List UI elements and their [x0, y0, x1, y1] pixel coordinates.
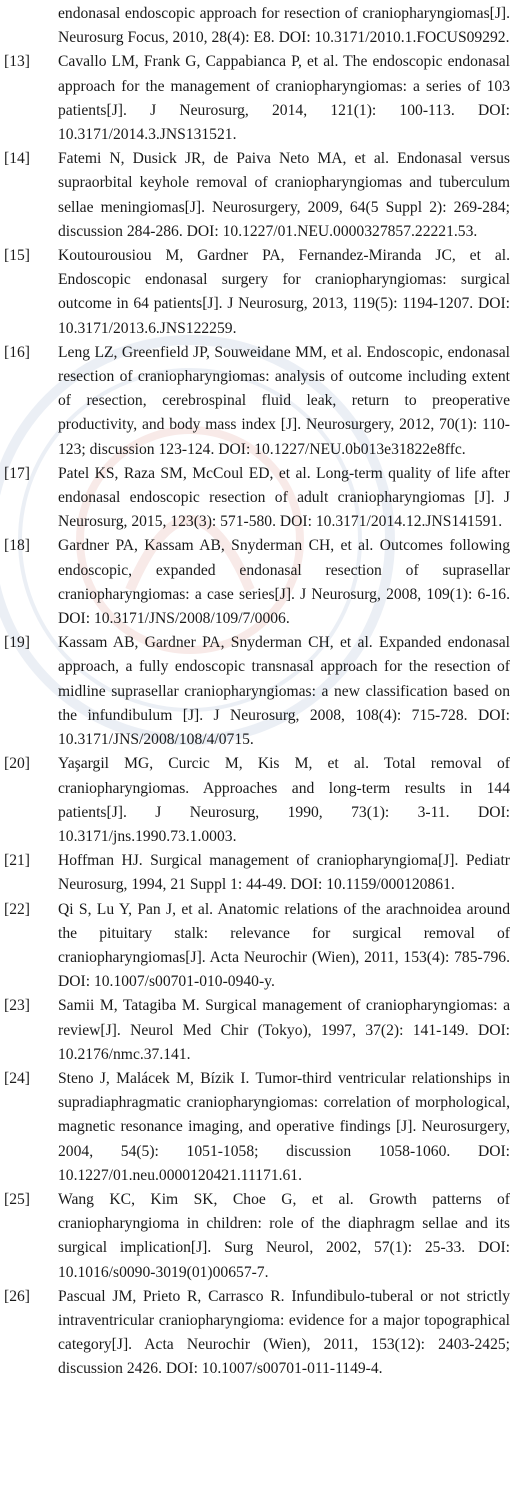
- reference-entry: [4, 898, 510, 995]
- reference-entry: [4, 994, 510, 1067]
- reference-entry: [4, 849, 510, 897]
- reference-number: [15]: [4, 247, 30, 265]
- reference-number: [14]: [4, 150, 30, 168]
- reference-text: Fatemi N, Dusick JR, de Paiva Neto MA, et al. Endonasal versus supraorbital keyhole removal of craniopharyngiomas and tuberculum sellae meningiomas[J]. Neurosurgery, 2009, 64(5 Suppl 2): 269-284; discussion 284-286. DOI: 10.1227/01.NEU.0000327857.22221.53.: [58, 150, 510, 240]
- reference-entry: [4, 1067, 510, 1188]
- reference-entry: [4, 341, 510, 462]
- reference-number: [25]: [4, 1190, 30, 1208]
- reference-number: [22]: [4, 900, 30, 918]
- reference-text: Hoffman HJ. Surgical management of craniopharyngioma[J]. Pediatr Neurosurg, 1994, 21 Suppl 1: 44-49. DOI: 10.1159/000120861.: [58, 852, 510, 894]
- reference-entry: [4, 50, 510, 147]
- reference-text: Patel KS, Raza SM, McCoul ED, et al. Long-term quality of life after endonasal endoscopic resection of adult craniopharyngiomas [J]. J Neurosurg, 2015, 123(3): 571-580. DOI: 10.3171/2014.12.JNS141591.: [58, 464, 510, 531]
- reference-text: Wang KC, Kim SK, Choe G, et al. Growth patterns of craniopharyngioma in children: role of the diaphragm sellae and its surgical implication[J]. Surg Neurol, 2002, 57(1): 25-33. DOI: 10.1016/s0090-3019(01)00657-7.: [58, 1190, 510, 1281]
- reference-entry: [4, 244, 510, 341]
- reference-entry: [4, 147, 510, 244]
- reference-number: [16]: [4, 343, 30, 361]
- reference-entry: [4, 752, 510, 849]
- reference-entry: [4, 1285, 510, 1382]
- reference-text: Yaşargil MG, Curcic M, Kis M, et al. Total removal of craniopharyngiomas. Approaches and long-term results in 144 patients[J]. J Neurosurg, 1990, 73(1): 3-11. DOI: 10.3171/jns.1990.73.1.0003.: [58, 755, 510, 845]
- reference-text: Steno J, Malácek M, Bízik I. Tumor-third ventricular relationships in supradiaphragmatic craniopharyngiomas: correlation of morphological, magnetic resonance imaging, and operative findings [J]. Neurosurgery, 2004, 54(5): 1051-1058; discussion 1058-1060. DOI: 10.1227/01.neu.0000120421.11171.61.: [58, 1069, 510, 1184]
- reference-text: Leng LZ, Greenfield JP, Souweidane MM, et al. Endoscopic, endonasal resection of craniopharyngiomas: analysis of outcome including extent of resection, cerebrospinal fluid leak, return to preoperative productivity, and body mass index [J]. Neurosurgery, 2012, 70(1): 110-123; discussion 123-124. DOI: 10.1227/NEU.0b013e31822e8ffc.: [58, 343, 510, 458]
- reference-text: Koutourousiou M, Gardner PA, Fernandez-Miranda JC, et al. Endoscopic endonasal surgery for craniopharyngiomas: surgical outcome in 64 patients[J]. J Neurosurg, 2013, 119(5): 1194-1207. DOI: 10.3171/2013.6.JNS122259.: [58, 247, 510, 337]
- reference-entry: [4, 1188, 510, 1285]
- reference-number: [19]: [4, 634, 30, 652]
- reference-number: [20]: [4, 755, 30, 773]
- reference-text: Samii M, Tatagiba M. Surgical management of craniopharyngiomas: a review[J]. Neurol Med Chir (Tokyo), 1997, 37(2): 141-149. DOI: 10.2176/nmc.37.141.: [58, 997, 510, 1063]
- reference-entry: [4, 534, 510, 631]
- reference-list: [0, 50, 516, 1381]
- reference-number: [21]: [4, 852, 30, 870]
- reference-text: Cavallo LM, Frank G, Cappabianca P, et al. The endoscopic endonasal approach for the management of craniopharyngiomas: a series of 103 patients[J]. J Neurosurg, 2014, 121(1): 100-113. DOI: 10.3171/2014.3.JNS131521.: [58, 53, 510, 144]
- reference-continuation: endonasal endoscopic approach for resection of craniopharyngiomas[J]. Neurosurg Focus, 2010, 28(4): E8. DOI: 10.3171/2010.1.FOCUS09292.: [58, 5, 510, 47]
- reference-entry: [4, 462, 510, 535]
- reference-text: Pascual JM, Prieto R, Carrasco R. Infundibulo-tuberal or not strictly intraventricular craniopharyngioma: evidence for a major topographical category[J]. Acta Neurochir (Wien), 2011, 153(12): 2403-2425; discussion 2426. DOI: 10.1007/s00701-011-1149-4.: [58, 1287, 510, 1378]
- reference-number: [18]: [4, 537, 30, 555]
- reference-number: [17]: [4, 464, 30, 482]
- reference-text: Kassam AB, Gardner PA, Snyderman CH, et al. Expanded endonasal approach, a fully endoscopic transnasal approach for the resection of midline suprasellar craniopharyngiomas: a new classification based on the infundibulum [J]. J Neurosurg, 2008, 108(4): 715-728. DOI: 10.3171/JNS/2008/108/4/0715.: [58, 634, 510, 749]
- reference-text: Qi S, Lu Y, Pan J, et al. Anatomic relations of the arachnoidea around the pituitary stalk: relevance for surgical removal of craniopharyngiomas[J]. Acta Neurochir (Wien), 2011, 153(4): 785-796. DOI: 10.1007/s00701-010-0940-y.: [58, 900, 510, 991]
- reference-text: Gardner PA, Kassam AB, Snyderman CH, et al. Outcomes following endoscopic, expanded endonasal resection of suprasellar craniopharyngiomas: a case series[J]. J Neurosurg, 2008, 109(1): 6-16. DOI: 10.3171/JNS/2008/109/7/0006.: [58, 537, 510, 628]
- reference-number: [13]: [4, 53, 30, 71]
- reference-number: [23]: [4, 997, 30, 1015]
- reference-number: [24]: [4, 1069, 30, 1087]
- reference-entry: [4, 631, 510, 752]
- reference-number: [26]: [4, 1287, 30, 1305]
